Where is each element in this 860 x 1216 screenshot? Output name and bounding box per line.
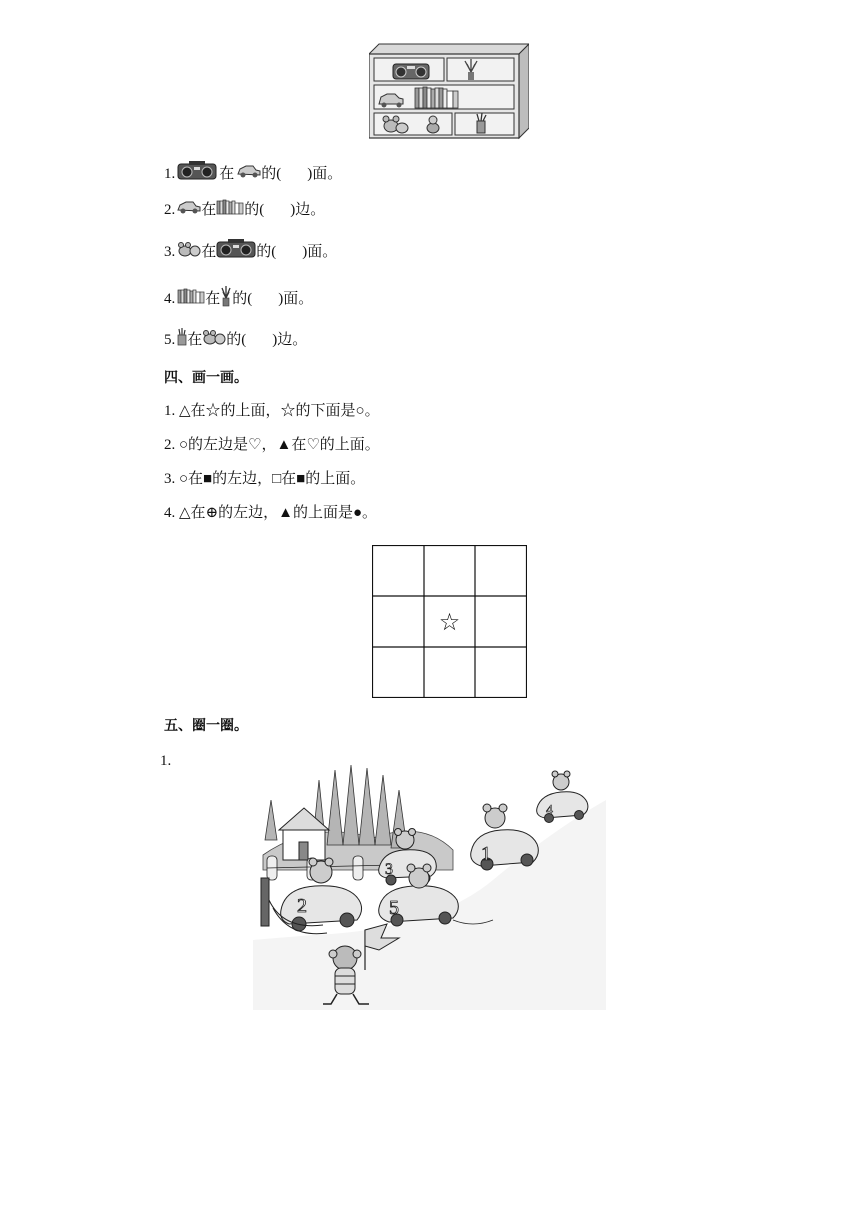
car-number: 3 xyxy=(385,861,393,878)
question-number: 2. xyxy=(164,202,176,218)
question-text-zai: 在 xyxy=(201,244,217,260)
question-text-de: 的( xyxy=(226,332,247,348)
shelf-question-4 xyxy=(164,285,313,313)
question-number: 1. xyxy=(164,166,176,182)
shelf-question-1 xyxy=(164,161,342,187)
shelf-question-3 xyxy=(164,239,337,265)
teddy-bear-icon xyxy=(177,241,201,263)
teddy-bear-icon xyxy=(202,329,226,351)
race-car-1 xyxy=(471,804,539,870)
question-text-de: 的( xyxy=(232,291,253,307)
drawing-grid[interactable] xyxy=(372,545,527,698)
books-icon xyxy=(216,199,244,221)
car-number: 2 xyxy=(297,895,307,917)
question-text-end: )面。 xyxy=(302,244,338,260)
question-text-de: 的( xyxy=(256,244,277,260)
race-illustration[interactable] xyxy=(253,760,606,1010)
car-number: 5 xyxy=(389,897,399,919)
plant-icon xyxy=(220,285,232,313)
draw-instruction-2: 2. ○的左边是♡，▲在♡的上面。 xyxy=(164,437,380,453)
question-number: 3. xyxy=(164,244,176,260)
question-text-end: )面。 xyxy=(278,291,314,307)
section-5-title: 五、圈一圈。 xyxy=(164,718,248,734)
shelf-illustration xyxy=(369,42,529,140)
question-text-de: 的( xyxy=(261,166,282,182)
question-number: 5. xyxy=(164,332,176,348)
radio-icon xyxy=(216,239,256,265)
car-number: 1 xyxy=(481,843,491,865)
draw-instruction-3: 3. ○在■的左边，□在■的上面。 xyxy=(164,471,366,487)
question-text-end: )面。 xyxy=(307,166,343,182)
grid-center-star: ☆ xyxy=(438,607,461,636)
pencil-cup-icon xyxy=(177,328,187,352)
draw-instruction-1: 1. △在☆的上面，☆的下面是○。 xyxy=(164,403,380,419)
shelf-question-2 xyxy=(164,199,325,221)
question-text-zai: 在 xyxy=(201,202,217,218)
question-text-end: )边。 xyxy=(290,202,326,218)
question-number: 4. xyxy=(164,291,176,307)
toy-car-icon xyxy=(177,199,201,221)
books-icon xyxy=(177,288,205,310)
radio-icon xyxy=(177,161,217,187)
question-text-zai: 在 xyxy=(219,166,235,182)
draw-instruction-4: 4. △在⊕的左边，▲的上面是●。 xyxy=(164,505,378,521)
question-text-zai: 在 xyxy=(187,332,203,348)
car-number: 4 xyxy=(546,803,553,818)
section-4-title: 四、画一画。 xyxy=(164,370,248,386)
toy-car-icon xyxy=(237,163,261,185)
question-text-de: 的( xyxy=(244,202,265,218)
question-text-zai: 在 xyxy=(205,291,221,307)
shelf-question-5 xyxy=(164,328,307,352)
question-text-end: )边。 xyxy=(272,332,308,348)
race-car-4 xyxy=(537,771,588,823)
section-5-item-number: 1. xyxy=(160,753,172,769)
